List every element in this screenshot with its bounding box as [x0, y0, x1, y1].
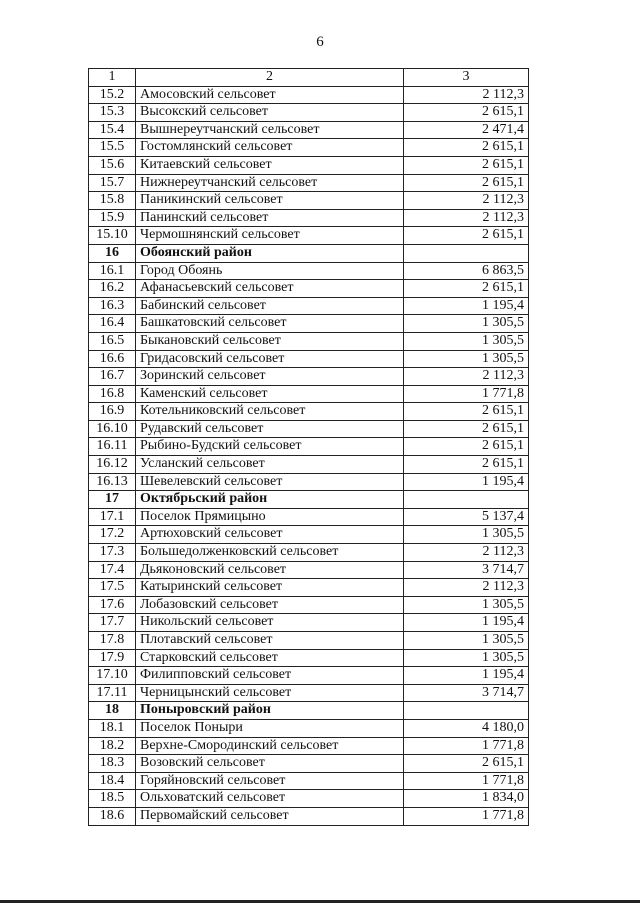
- row-value: 2 615,1: [404, 456, 529, 474]
- row-number: 17: [89, 491, 136, 509]
- row-value: 6 863,5: [404, 262, 529, 280]
- table-header-row: [89, 69, 529, 87]
- table-row: [89, 438, 529, 456]
- row-name: Катыринский сельсовет: [136, 579, 404, 597]
- table-row: [89, 86, 529, 104]
- row-value: 2 112,3: [404, 86, 529, 104]
- row-number: 18.1: [89, 719, 136, 737]
- row-number: 17.2: [89, 526, 136, 544]
- row-value: 1 834,0: [404, 790, 529, 808]
- row-name: Чермошнянский сельсовет: [136, 227, 404, 245]
- row-name: Поселок Прямицыно: [136, 508, 404, 526]
- row-number: 15.9: [89, 209, 136, 227]
- row-number: 18.6: [89, 807, 136, 825]
- column-header-value: 3: [404, 69, 529, 87]
- table-row: [89, 772, 529, 790]
- row-name: Афанасьевский сельсовет: [136, 280, 404, 298]
- table-row: [89, 174, 529, 192]
- row-value: 2 112,3: [404, 192, 529, 210]
- bottom-rule: [0, 900, 640, 903]
- row-number: 16.6: [89, 350, 136, 368]
- row-number: 18.5: [89, 790, 136, 808]
- row-name: Плотавский сельсовет: [136, 632, 404, 650]
- table-row: [89, 790, 529, 808]
- row-value: [404, 702, 529, 720]
- row-number: 18: [89, 702, 136, 720]
- row-name: Верхне-Смородинский сельсовет: [136, 737, 404, 755]
- row-name: Филипповский сельсовет: [136, 667, 404, 685]
- table-row: [89, 280, 529, 298]
- table-row: [89, 156, 529, 174]
- table-row: [89, 368, 529, 386]
- row-value: 2 615,1: [404, 403, 529, 421]
- row-name: Поныровский район: [136, 702, 404, 720]
- row-value: 1 195,4: [404, 473, 529, 491]
- row-number: 18.3: [89, 755, 136, 773]
- table-row: [89, 227, 529, 245]
- row-value: 2 615,1: [404, 438, 529, 456]
- row-name: Возовский сельсовет: [136, 755, 404, 773]
- row-value: 5 137,4: [404, 508, 529, 526]
- table-row: [89, 456, 529, 474]
- row-number: 16.10: [89, 420, 136, 438]
- row-number: 17.1: [89, 508, 136, 526]
- row-number: 17.10: [89, 667, 136, 685]
- row-name: Шевелевский сельсовет: [136, 473, 404, 491]
- row-name: Гридасовский сельсовет: [136, 350, 404, 368]
- table-row: [89, 614, 529, 632]
- row-number: 16.12: [89, 456, 136, 474]
- row-number: 15.3: [89, 104, 136, 122]
- row-number: 16.7: [89, 368, 136, 386]
- table-row: [89, 755, 529, 773]
- row-value: 2 615,1: [404, 139, 529, 157]
- row-value: 1 305,5: [404, 332, 529, 350]
- column-header-name: 2: [136, 69, 404, 87]
- table-row: [89, 104, 529, 122]
- table-row: [89, 139, 529, 157]
- table-row: [89, 526, 529, 544]
- row-value: [404, 244, 529, 262]
- row-name: Рыбино-Будский сельсовет: [136, 438, 404, 456]
- row-name: Бабинский сельсовет: [136, 297, 404, 315]
- district-row: [89, 491, 529, 509]
- row-name: Быкановский сельсовет: [136, 332, 404, 350]
- row-name: Первомайский сельсовет: [136, 807, 404, 825]
- row-value: 1 771,8: [404, 737, 529, 755]
- row-name: Усланский сельсовет: [136, 456, 404, 474]
- table-row: [89, 209, 529, 227]
- row-name: Никольский сельсовет: [136, 614, 404, 632]
- table-body: [89, 86, 529, 825]
- row-value: 1 771,8: [404, 385, 529, 403]
- row-number: 17.4: [89, 561, 136, 579]
- table-row: [89, 737, 529, 755]
- row-number: 15.5: [89, 139, 136, 157]
- table-row: [89, 473, 529, 491]
- row-value: 2 471,4: [404, 121, 529, 139]
- table-row: [89, 315, 529, 333]
- table-row: [89, 350, 529, 368]
- row-name: Горяйновский сельсовет: [136, 772, 404, 790]
- table-row: [89, 561, 529, 579]
- row-value: 2 112,3: [404, 579, 529, 597]
- row-number: 16.13: [89, 473, 136, 491]
- row-name: Октябрьский район: [136, 491, 404, 509]
- table-row: [89, 719, 529, 737]
- row-number: 17.9: [89, 649, 136, 667]
- row-name: Черницынский сельсовет: [136, 684, 404, 702]
- table-row: [89, 684, 529, 702]
- row-value: 1 305,5: [404, 350, 529, 368]
- table-row: [89, 596, 529, 614]
- row-value: 1 195,4: [404, 667, 529, 685]
- table-row: [89, 385, 529, 403]
- row-value: 2 615,1: [404, 104, 529, 122]
- table-row: [89, 508, 529, 526]
- row-value: 1 771,8: [404, 807, 529, 825]
- row-value: 1 771,8: [404, 772, 529, 790]
- row-value: 2 112,3: [404, 368, 529, 386]
- row-number: 15.6: [89, 156, 136, 174]
- column-header-number: 1: [89, 69, 136, 87]
- row-value: 4 180,0: [404, 719, 529, 737]
- district-row: [89, 702, 529, 720]
- row-number: 15.7: [89, 174, 136, 192]
- row-number: 15.8: [89, 192, 136, 210]
- row-name: Зоринский сельсовет: [136, 368, 404, 386]
- row-number: 18.4: [89, 772, 136, 790]
- row-value: 1 305,5: [404, 526, 529, 544]
- row-name: Большедолженковский сельсовет: [136, 544, 404, 562]
- row-number: 16.11: [89, 438, 136, 456]
- table-row: [89, 192, 529, 210]
- table-row: [89, 649, 529, 667]
- row-name: Панинский сельсовет: [136, 209, 404, 227]
- row-name: Ольховатский сельсовет: [136, 790, 404, 808]
- table-row: [89, 121, 529, 139]
- row-value: 3 714,7: [404, 684, 529, 702]
- row-name: Амосовский сельсовет: [136, 86, 404, 104]
- row-number: 17.5: [89, 579, 136, 597]
- row-number: 16.5: [89, 332, 136, 350]
- row-number: 17.3: [89, 544, 136, 562]
- row-name: Высокский сельсовет: [136, 104, 404, 122]
- row-name: Паникинский сельсовет: [136, 192, 404, 210]
- row-number: 17.11: [89, 684, 136, 702]
- row-name: Поселок Поныри: [136, 719, 404, 737]
- table-row: [89, 807, 529, 825]
- table-row: [89, 667, 529, 685]
- row-number: 16.8: [89, 385, 136, 403]
- row-value: 1 305,5: [404, 315, 529, 333]
- row-number: 16: [89, 244, 136, 262]
- row-value: 1 305,5: [404, 596, 529, 614]
- row-name: Котельниковский сельсовет: [136, 403, 404, 421]
- row-name: Дьяконовский сельсовет: [136, 561, 404, 579]
- row-number: 16.2: [89, 280, 136, 298]
- table-row: [89, 420, 529, 438]
- row-value: 1 305,5: [404, 632, 529, 650]
- table-row: [89, 632, 529, 650]
- row-name: Артюховский сельсовет: [136, 526, 404, 544]
- row-name: Город Обоянь: [136, 262, 404, 280]
- page-number: 6: [316, 34, 324, 50]
- table-row: [89, 332, 529, 350]
- row-value: [404, 491, 529, 509]
- row-number: 15.2: [89, 86, 136, 104]
- row-value: 2 112,3: [404, 209, 529, 227]
- table-row: [89, 297, 529, 315]
- row-number: 15.4: [89, 121, 136, 139]
- district-row: [89, 244, 529, 262]
- row-name: Вышнереутчанский сельсовет: [136, 121, 404, 139]
- row-name: Гостомлянский сельсовет: [136, 139, 404, 157]
- row-value: 2 615,1: [404, 280, 529, 298]
- row-value: 1 305,5: [404, 649, 529, 667]
- row-name: Обоянский район: [136, 244, 404, 262]
- data-table: [88, 68, 529, 826]
- row-number: 16.4: [89, 315, 136, 333]
- row-number: 16.3: [89, 297, 136, 315]
- table-row: [89, 544, 529, 562]
- row-name: Китаевский сельсовет: [136, 156, 404, 174]
- row-number: 15.10: [89, 227, 136, 245]
- row-value: 3 714,7: [404, 561, 529, 579]
- row-value: 2 615,1: [404, 227, 529, 245]
- row-value: 1 195,4: [404, 614, 529, 632]
- row-name: Башкатовский сельсовет: [136, 315, 404, 333]
- row-name: Нижнереутчанский сельсовет: [136, 174, 404, 192]
- row-value: 2 615,1: [404, 420, 529, 438]
- table-row: [89, 403, 529, 421]
- row-name: Рудавский сельсовет: [136, 420, 404, 438]
- row-name: Лобазовский сельсовет: [136, 596, 404, 614]
- row-value: 1 195,4: [404, 297, 529, 315]
- row-number: 17.6: [89, 596, 136, 614]
- row-number: 16.1: [89, 262, 136, 280]
- row-value: 2 615,1: [404, 174, 529, 192]
- row-name: Старковский сельсовет: [136, 649, 404, 667]
- row-value: 2 615,1: [404, 156, 529, 174]
- row-value: 2 615,1: [404, 755, 529, 773]
- row-number: 17.8: [89, 632, 136, 650]
- row-number: 18.2: [89, 737, 136, 755]
- table-row: [89, 579, 529, 597]
- row-name: Каменский сельсовет: [136, 385, 404, 403]
- row-number: 16.9: [89, 403, 136, 421]
- row-value: 2 112,3: [404, 544, 529, 562]
- row-number: 17.7: [89, 614, 136, 632]
- table-row: [89, 262, 529, 280]
